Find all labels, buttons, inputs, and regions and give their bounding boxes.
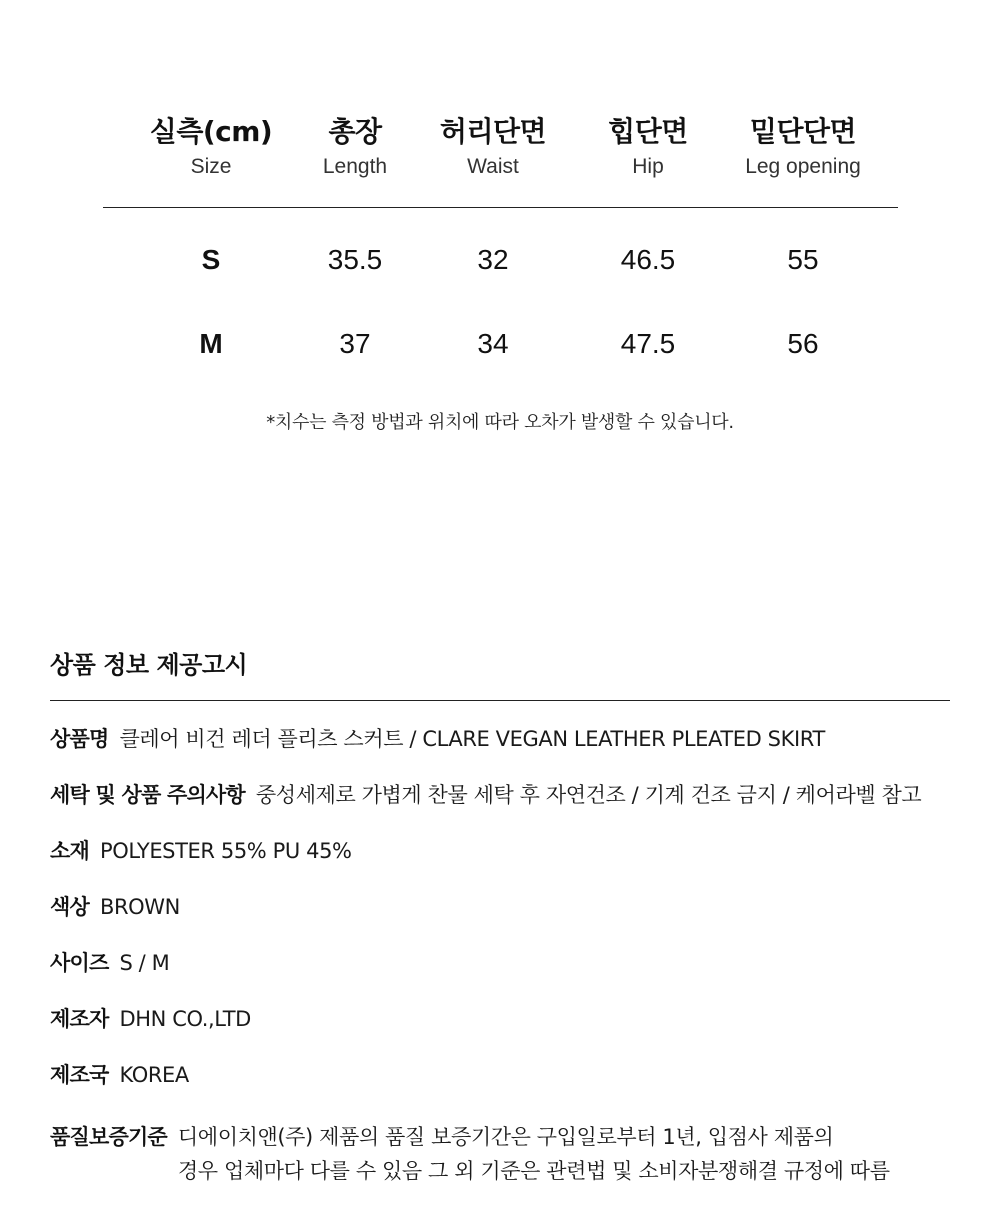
column-header-length <box>275 112 435 182</box>
column-header-ko: 실측(cm) <box>149 115 273 148</box>
column-header-ko: 밑단단면 <box>749 115 857 148</box>
size-table-header <box>103 112 898 208</box>
length-cell: 37 <box>339 328 371 359</box>
column-header-en: Size <box>190 155 232 178</box>
column-header-hip <box>568 112 728 182</box>
info-value: 클레어 비건 레더 플리츠 스커트 / CLARE VEGAN LEATHER PLEATED SKIRT <box>119 727 825 751</box>
column-header-en: Hip <box>632 155 664 178</box>
info-row-color <box>50 890 950 924</box>
hip-cell: 46.5 <box>620 244 676 275</box>
measurement-note: *치수는 측정 방법과 위치에 따라 오차가 발생할 수 있습니다. <box>266 412 734 433</box>
info-row-manufacturer <box>50 1002 950 1036</box>
info-row-product-name <box>50 722 950 756</box>
leg-opening-cell: 55 <box>787 244 819 275</box>
leg-opening-cell: 56 <box>787 328 819 359</box>
info-value: BROWN <box>99 895 180 919</box>
waist-cell: 32 <box>477 244 509 275</box>
info-value-line: 디에이치앤(주) 제품의 품질 보증기간은 구입일로부터 1년, 입점사 제품의 <box>177 1125 834 1149</box>
hip-cell: 47.5 <box>620 328 676 359</box>
size-table <box>103 112 898 386</box>
info-value: 중성세제로 가볍게 찬물 세탁 후 자연건조 / 기계 건조 금지 / 케어라벨 참고 <box>255 783 922 807</box>
info-label: 제조자 <box>50 1007 109 1031</box>
info-value: S / M <box>119 951 170 975</box>
info-row-care <box>50 778 950 812</box>
table-row <box>103 302 898 386</box>
product-info-title: 상품 정보 제공고시 <box>50 646 950 701</box>
waist-cell: 34 <box>477 328 509 359</box>
info-value: DHN CO.,LTD <box>119 1007 251 1031</box>
info-row-material <box>50 834 950 868</box>
size-cell: S <box>201 244 221 275</box>
column-header-size <box>131 112 291 182</box>
column-header-en: Waist <box>467 155 519 178</box>
info-row-size <box>50 946 950 980</box>
info-label: 품질보증기준 <box>50 1125 167 1149</box>
info-value-line: 경우 업체마다 다를 수 있음 그 외 기준은 관련법 및 소비자분쟁해결 규정에 따름 <box>177 1159 890 1183</box>
column-header-en: Leg opening <box>745 155 861 178</box>
info-row-quality-warranty <box>50 1120 950 1188</box>
info-label: 소재 <box>50 839 89 863</box>
table-row <box>103 218 898 302</box>
info-value: KOREA <box>119 1063 189 1087</box>
column-header-en: Length <box>322 155 388 178</box>
info-label: 사이즈 <box>50 951 109 975</box>
column-header-leg-opening <box>723 112 883 182</box>
length-cell: 35.5 <box>327 244 383 275</box>
info-value: POLYESTER 55% PU 45% <box>99 839 352 863</box>
info-row-country <box>50 1058 950 1092</box>
info-label: 제조국 <box>50 1063 109 1087</box>
column-header-ko: 허리단면 <box>439 115 547 148</box>
info-label: 세탁 및 상품 주의사항 <box>50 783 245 807</box>
column-header-ko: 힙단면 <box>608 115 688 148</box>
column-header-waist <box>413 112 573 182</box>
column-header-ko: 총장 <box>328 115 382 148</box>
info-label: 색상 <box>50 895 89 919</box>
info-label: 상품명 <box>50 727 109 751</box>
size-cell: M <box>199 328 223 359</box>
info-value <box>178 1120 890 1188</box>
product-info-section <box>50 646 950 1183</box>
